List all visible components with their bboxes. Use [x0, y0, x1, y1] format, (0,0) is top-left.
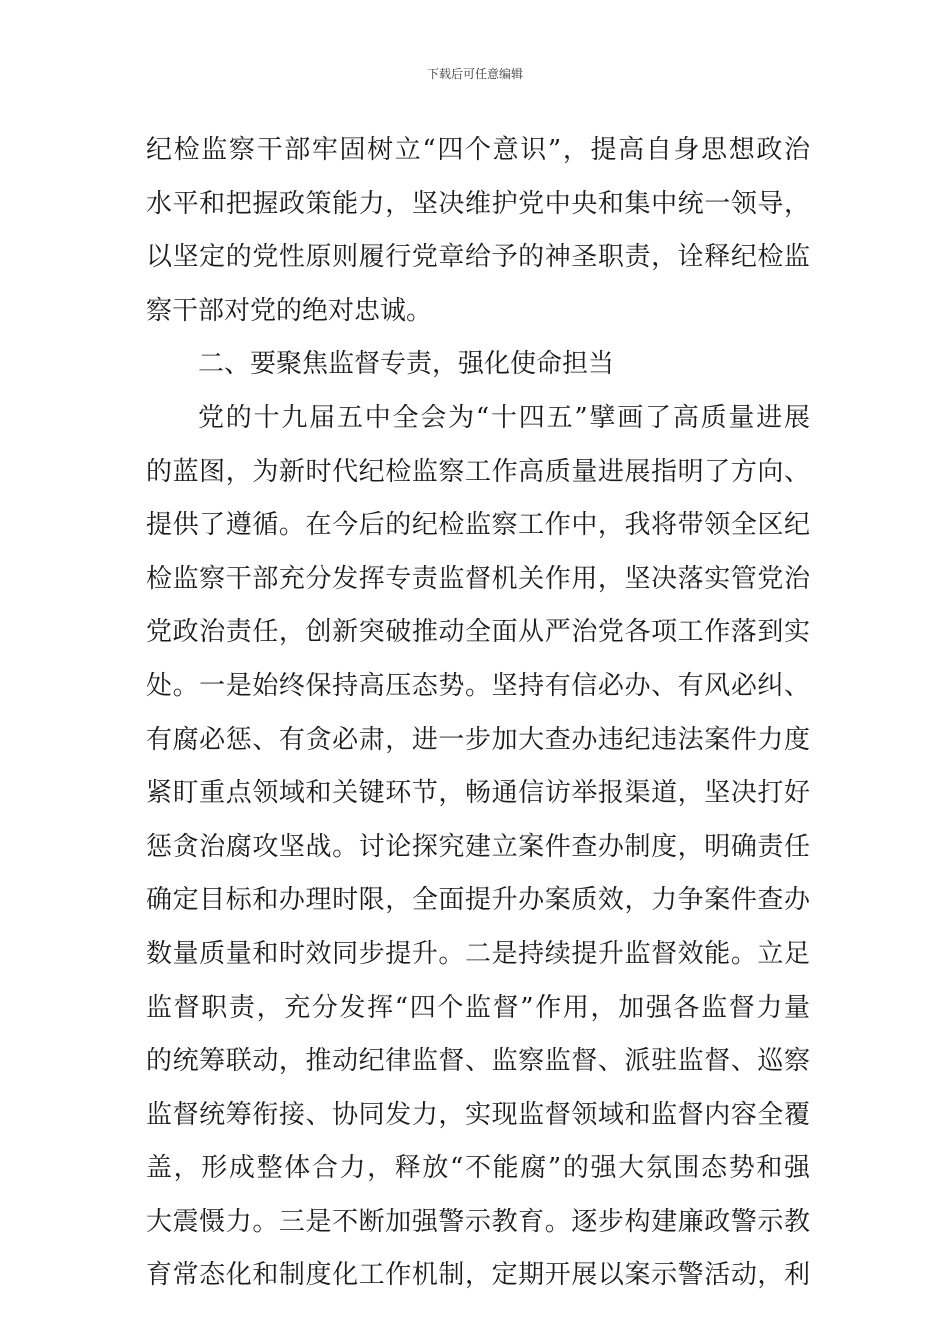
text-line: 纪检监察干部牢固树立“四个意识”，提高自身思想政治	[146, 135, 810, 165]
text-line: 有腐必惩、有贪必肃，进一步加大查办违纪违法案件力度	[146, 724, 810, 755]
text-line: 提供了遵循。在今后的纪检监察工作中，我将带领全区纪	[146, 510, 810, 541]
section-heading: 二、要聚焦监督专责，强化使命担当	[198, 349, 615, 380]
document-body	[146, 124, 810, 1303]
page-header: 下载后可任意编辑	[426, 67, 523, 81]
text-line: 察干部对党的绝对忠诚。	[146, 295, 433, 326]
text-line: 的统筹联动，推动纪律监督、监察监督、派驻监督、巡察	[146, 1046, 810, 1077]
text-line: 盖，形成整体合力，释放“不能腐”的强大氛围态势和强	[146, 1153, 810, 1184]
text-line: 水平和把握政策能力，坚决维护党中央和集中统一领导，	[146, 188, 810, 219]
text-line: 紧盯重点领域和关键环节，畅通信访举报渠道，坚决打好	[146, 778, 810, 809]
text-line: 惩贪治腐攻坚战。讨论探究建立案件查办制度，明确责任	[146, 831, 810, 862]
text-line: 确定目标和办理时限，全面提升办案质效，力争案件查办	[146, 885, 810, 916]
text-line: 数量质量和时效同步提升。二是持续提升监督效能。立足	[146, 938, 810, 969]
text-line: 处。一是始终保持高压态势。坚持有信必办、有风必纠、	[146, 670, 810, 701]
text-line: 检监察干部充分发挥专责监督机关作用，坚决落实管党治	[146, 563, 810, 594]
text-line: 育常态化和制度化工作机制，定期开展以案示警活动，利	[146, 1260, 810, 1291]
text-line: 以坚定的党性原则履行党章给予的神圣职责，诠释纪检监	[146, 242, 810, 273]
text-line: 监督职责，充分发挥“四个监督”作用，加强各监督力量	[146, 992, 810, 1023]
text-line: 的蓝图，为新时代纪检监察工作高质量进展指明了方向、	[146, 456, 810, 487]
paragraph-first-line: 党的十九届五中全会为“十四五”擘画了高质量进展	[198, 402, 810, 433]
text-line: 监督统筹衔接、协同发力，实现监督领域和监督内容全覆	[146, 1099, 810, 1130]
text-line: 党政治责任，创新突破推动全面从严治党各项工作落到实	[146, 617, 810, 648]
text-line: 大震慑力。三是不断加强警示教育。逐步构建廉政警示教	[146, 1206, 810, 1237]
